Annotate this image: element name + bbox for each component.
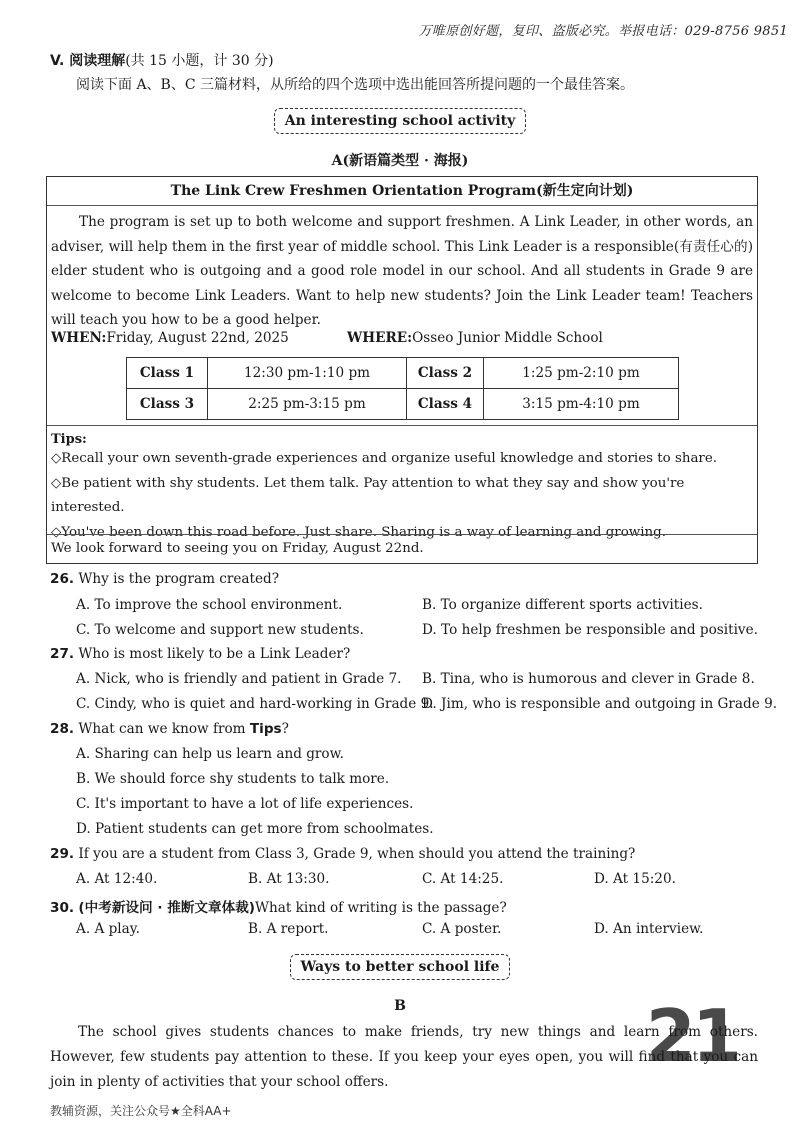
page-number: 21	[645, 994, 738, 1078]
tips-label: Tips:	[51, 432, 87, 447]
where-value: Osseo Junior Middle School	[412, 330, 603, 346]
section-note: (共 15 小题，计 30 分)	[125, 53, 274, 69]
section-title: V. 阅读理解	[50, 53, 126, 69]
banner-b-wrap	[0, 956, 800, 975]
question-text: Who is most likely to be a Link Leader?	[78, 646, 351, 662]
when-value: Friday, August 22nd, 2025	[106, 330, 289, 346]
question-text-end: ?	[281, 721, 289, 737]
class-time: 3:15 pm-4:10 pm	[484, 389, 679, 420]
question-29	[50, 846, 635, 862]
where-row	[347, 330, 603, 346]
table-row	[127, 358, 679, 389]
question-27	[50, 646, 350, 662]
question-tag: (中考新设问 · 推断文章体裁)	[78, 900, 256, 916]
class-name: Class 1	[127, 358, 208, 389]
class-time: 12:30 pm-1:10 pm	[208, 358, 407, 389]
class-name: Class 4	[407, 389, 484, 420]
class-name: Class 3	[127, 389, 208, 420]
passage-b-label: B	[394, 998, 406, 1014]
option-d[interactable]: D. An interview.	[594, 921, 704, 937]
option-a[interactable]: A. At 12:40.	[76, 871, 158, 887]
option-c[interactable]: C. Cindy, who is quiet and hard-working in Grade 9.	[76, 696, 434, 712]
option-c[interactable]: C. To welcome and support new students.	[76, 622, 364, 638]
banner-a-wrap	[0, 110, 800, 129]
question-text-bold: Tips	[249, 721, 282, 737]
poster-body: The program is set up to both welcome and support freshmen. A Link Leader, in other words, an adviser, will help them in the first year of middle school. This Link Leader is a responsible(有责任心的) elder student who is outgoing and a good role model in our school. And all students in Grade 9 are welcome to become Link Leaders. Want to help new students? Join the Link Leader team! Teachers will teach you how to be a good helper.	[51, 214, 753, 329]
option-d[interactable]: D. Patient students can get more from schoolmates.	[76, 821, 434, 837]
when-label: WHEN:	[51, 330, 107, 346]
question-text: What kind of writing is the passage?	[255, 900, 507, 916]
tips-box	[47, 425, 757, 545]
option-b[interactable]: B. To organize different sports activities.	[422, 597, 703, 613]
option-d[interactable]: D. Jim, who is responsible and outgoing in Grade 9.	[422, 696, 778, 712]
question-number: 30.	[50, 900, 75, 916]
passage-b-body: The school gives students chances to make friends, try new things and learn from others. However, few students pay attention to these. If you keep your eyes open, you will find that you can join in plenty of activities that your school offers.	[50, 1024, 758, 1090]
question-30	[50, 896, 507, 916]
passage-a-label: A(新语篇类型 · 海报)	[331, 153, 469, 169]
question-28	[50, 721, 289, 737]
question-text: Why is the program created?	[78, 571, 280, 587]
option-a[interactable]: A. Sharing can help us learn and grow.	[76, 746, 344, 762]
class-name: Class 2	[407, 358, 484, 389]
question-number: 28.	[50, 721, 75, 737]
tip-item: ◇Be patient with shy students. Let them talk. Pay attention to what they say and show you're interested.	[51, 475, 685, 516]
question-26	[50, 571, 279, 587]
question-number: 27.	[50, 646, 75, 662]
banner-b: Ways to better school life	[290, 954, 511, 980]
question-text: What can we know from	[78, 721, 250, 737]
option-a[interactable]: A. To improve the school environment.	[76, 597, 343, 613]
option-b[interactable]: B. A report.	[248, 921, 329, 937]
poster-title: The Link Crew Freshmen Orientation Program(新生定向计划)	[47, 177, 757, 206]
option-b[interactable]: B. At 13:30.	[248, 871, 330, 887]
question-text: If you are a student from Class 3, Grade 9, when should you attend the training?	[78, 846, 636, 862]
option-a[interactable]: A. A play.	[76, 921, 140, 937]
class-schedule-table	[126, 357, 679, 420]
option-d[interactable]: D. To help freshmen be responsible and positive.	[422, 622, 758, 638]
footer-note: 教辅资源，关注公众号★全科AA+	[50, 1104, 232, 1118]
header-watermark: 万唯原创好题，复印、盗版必究。举报电话：029-8756 9851	[418, 24, 788, 39]
section-instruction: 阅读下面 A、B、C 三篇材料，从所给的四个选项中选出能回答所提问题的一个最佳答案。	[76, 77, 635, 93]
question-number: 26.	[50, 571, 75, 587]
option-a[interactable]: A. Nick, who is friendly and patient in Grade 7.	[76, 671, 402, 687]
class-time: 1:25 pm-2:10 pm	[484, 358, 679, 389]
class-time: 2:25 pm-3:15 pm	[208, 389, 407, 420]
tip-item: ◇You've been down this road before. Just share. Sharing is a way of learning and growing.	[51, 524, 666, 540]
poster-closing: We look forward to seeing you on Friday, August 22nd.	[47, 534, 757, 556]
section-heading	[50, 50, 274, 70]
option-c[interactable]: C. At 14:25.	[422, 871, 504, 887]
when-row	[51, 330, 289, 346]
option-b[interactable]: B. We should force shy students to talk more.	[76, 771, 390, 787]
table-row	[127, 389, 679, 420]
poster	[46, 176, 758, 564]
banner-a: An interesting school activity	[274, 108, 526, 134]
where-label: WHERE:	[347, 330, 413, 346]
option-c[interactable]: C. A poster.	[422, 921, 502, 937]
option-c[interactable]: C. It's important to have a lot of life experiences.	[76, 796, 414, 812]
question-number: 29.	[50, 846, 75, 862]
option-d[interactable]: D. At 15:20.	[594, 871, 676, 887]
option-b[interactable]: B. Tina, who is humorous and clever in Grade 8.	[422, 671, 755, 687]
tip-item: ◇Recall your own seventh-grade experiences and organize useful knowledge and stories to share.	[51, 451, 718, 466]
